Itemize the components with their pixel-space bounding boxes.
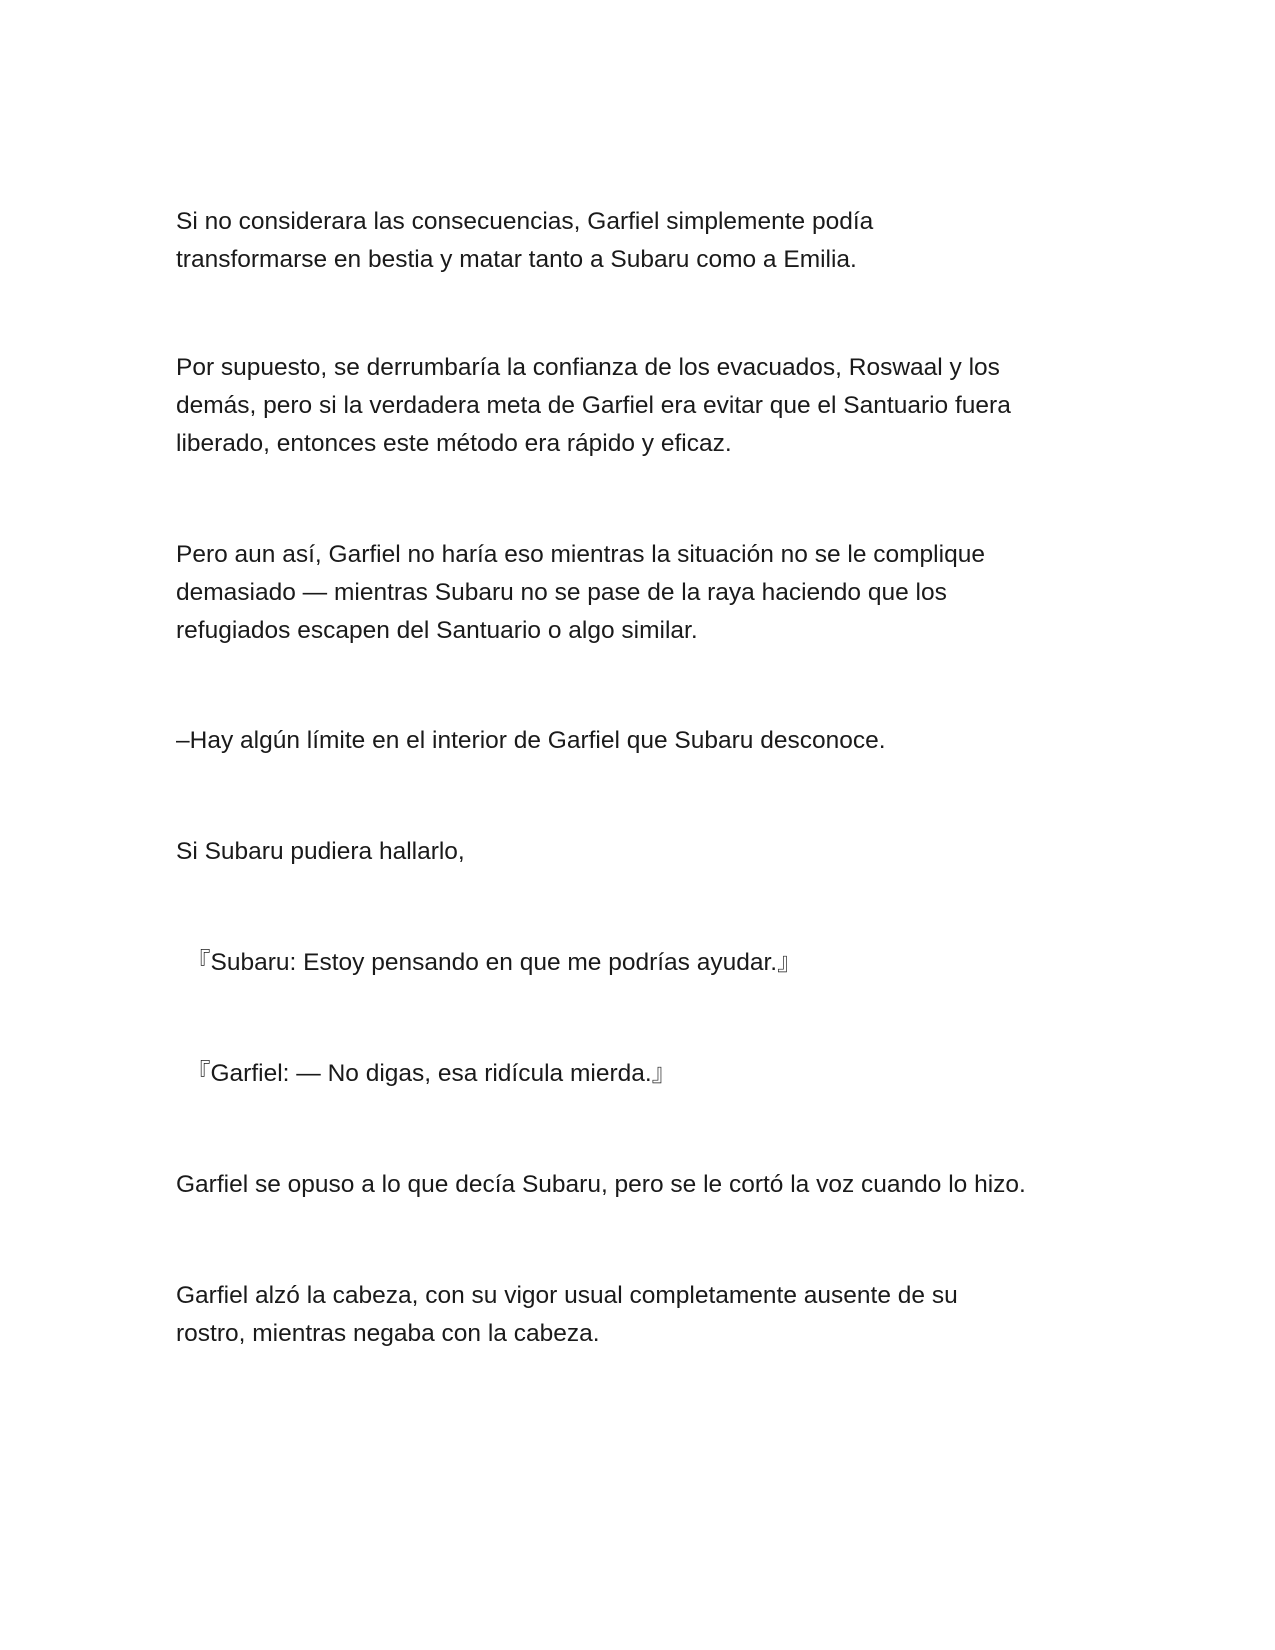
text-line: demasiado — mientras Subaru no se pase de la raya haciendo que los	[176, 579, 947, 606]
text-line: 『Subaru: Estoy pensando en que me podrías ayudar.』	[186, 949, 802, 976]
text-line: –Hay algún límite en el interior de Garfiel que Subaru desconoce.	[176, 727, 886, 754]
text-line: Por supuesto, se derrumbaría la confianza de los evacuados, Roswaal y los	[176, 354, 1000, 381]
text-line: liberado, entonces este método era rápido y eficaz.	[176, 430, 732, 457]
text-line: Si no considerara las consecuencias, Garfiel simplemente podía	[176, 208, 874, 235]
text-line: rostro, mientras negaba con la cabeza.	[176, 1320, 600, 1347]
paragraph	[176, 1166, 1106, 1204]
paragraph	[176, 349, 1106, 463]
paragraph	[176, 722, 1106, 760]
text-line: Garfiel alzó la cabeza, con su vigor usual completamente ausente de su	[176, 1282, 958, 1309]
text-line: refugiados escapen del Santuario o algo similar.	[176, 617, 698, 644]
paragraph	[176, 536, 1106, 650]
text-line: demás, pero si la verdadera meta de Garfiel era evitar que el Santuario fuera	[176, 392, 1011, 419]
dialogue-line-garfiel	[186, 1055, 1116, 1093]
text-line: Si Subaru pudiera hallarlo,	[176, 838, 465, 865]
text-line: Pero aun así, Garfiel no haría eso mientras la situación no se le complique	[176, 541, 985, 568]
text-line: transformarse en bestia y matar tanto a Subaru como a Emilia.	[176, 246, 857, 273]
paragraph	[176, 1277, 1106, 1353]
paragraph	[176, 833, 1106, 871]
text-line: Garfiel se opuso a lo que decía Subaru, pero se le cortó la voz cuando lo hizo.	[176, 1171, 1026, 1198]
text-line: 『Garfiel: — No digas, esa ridícula mierda.』	[186, 1060, 677, 1087]
dialogue-line-subaru	[186, 944, 1116, 982]
paragraph	[176, 203, 1106, 279]
